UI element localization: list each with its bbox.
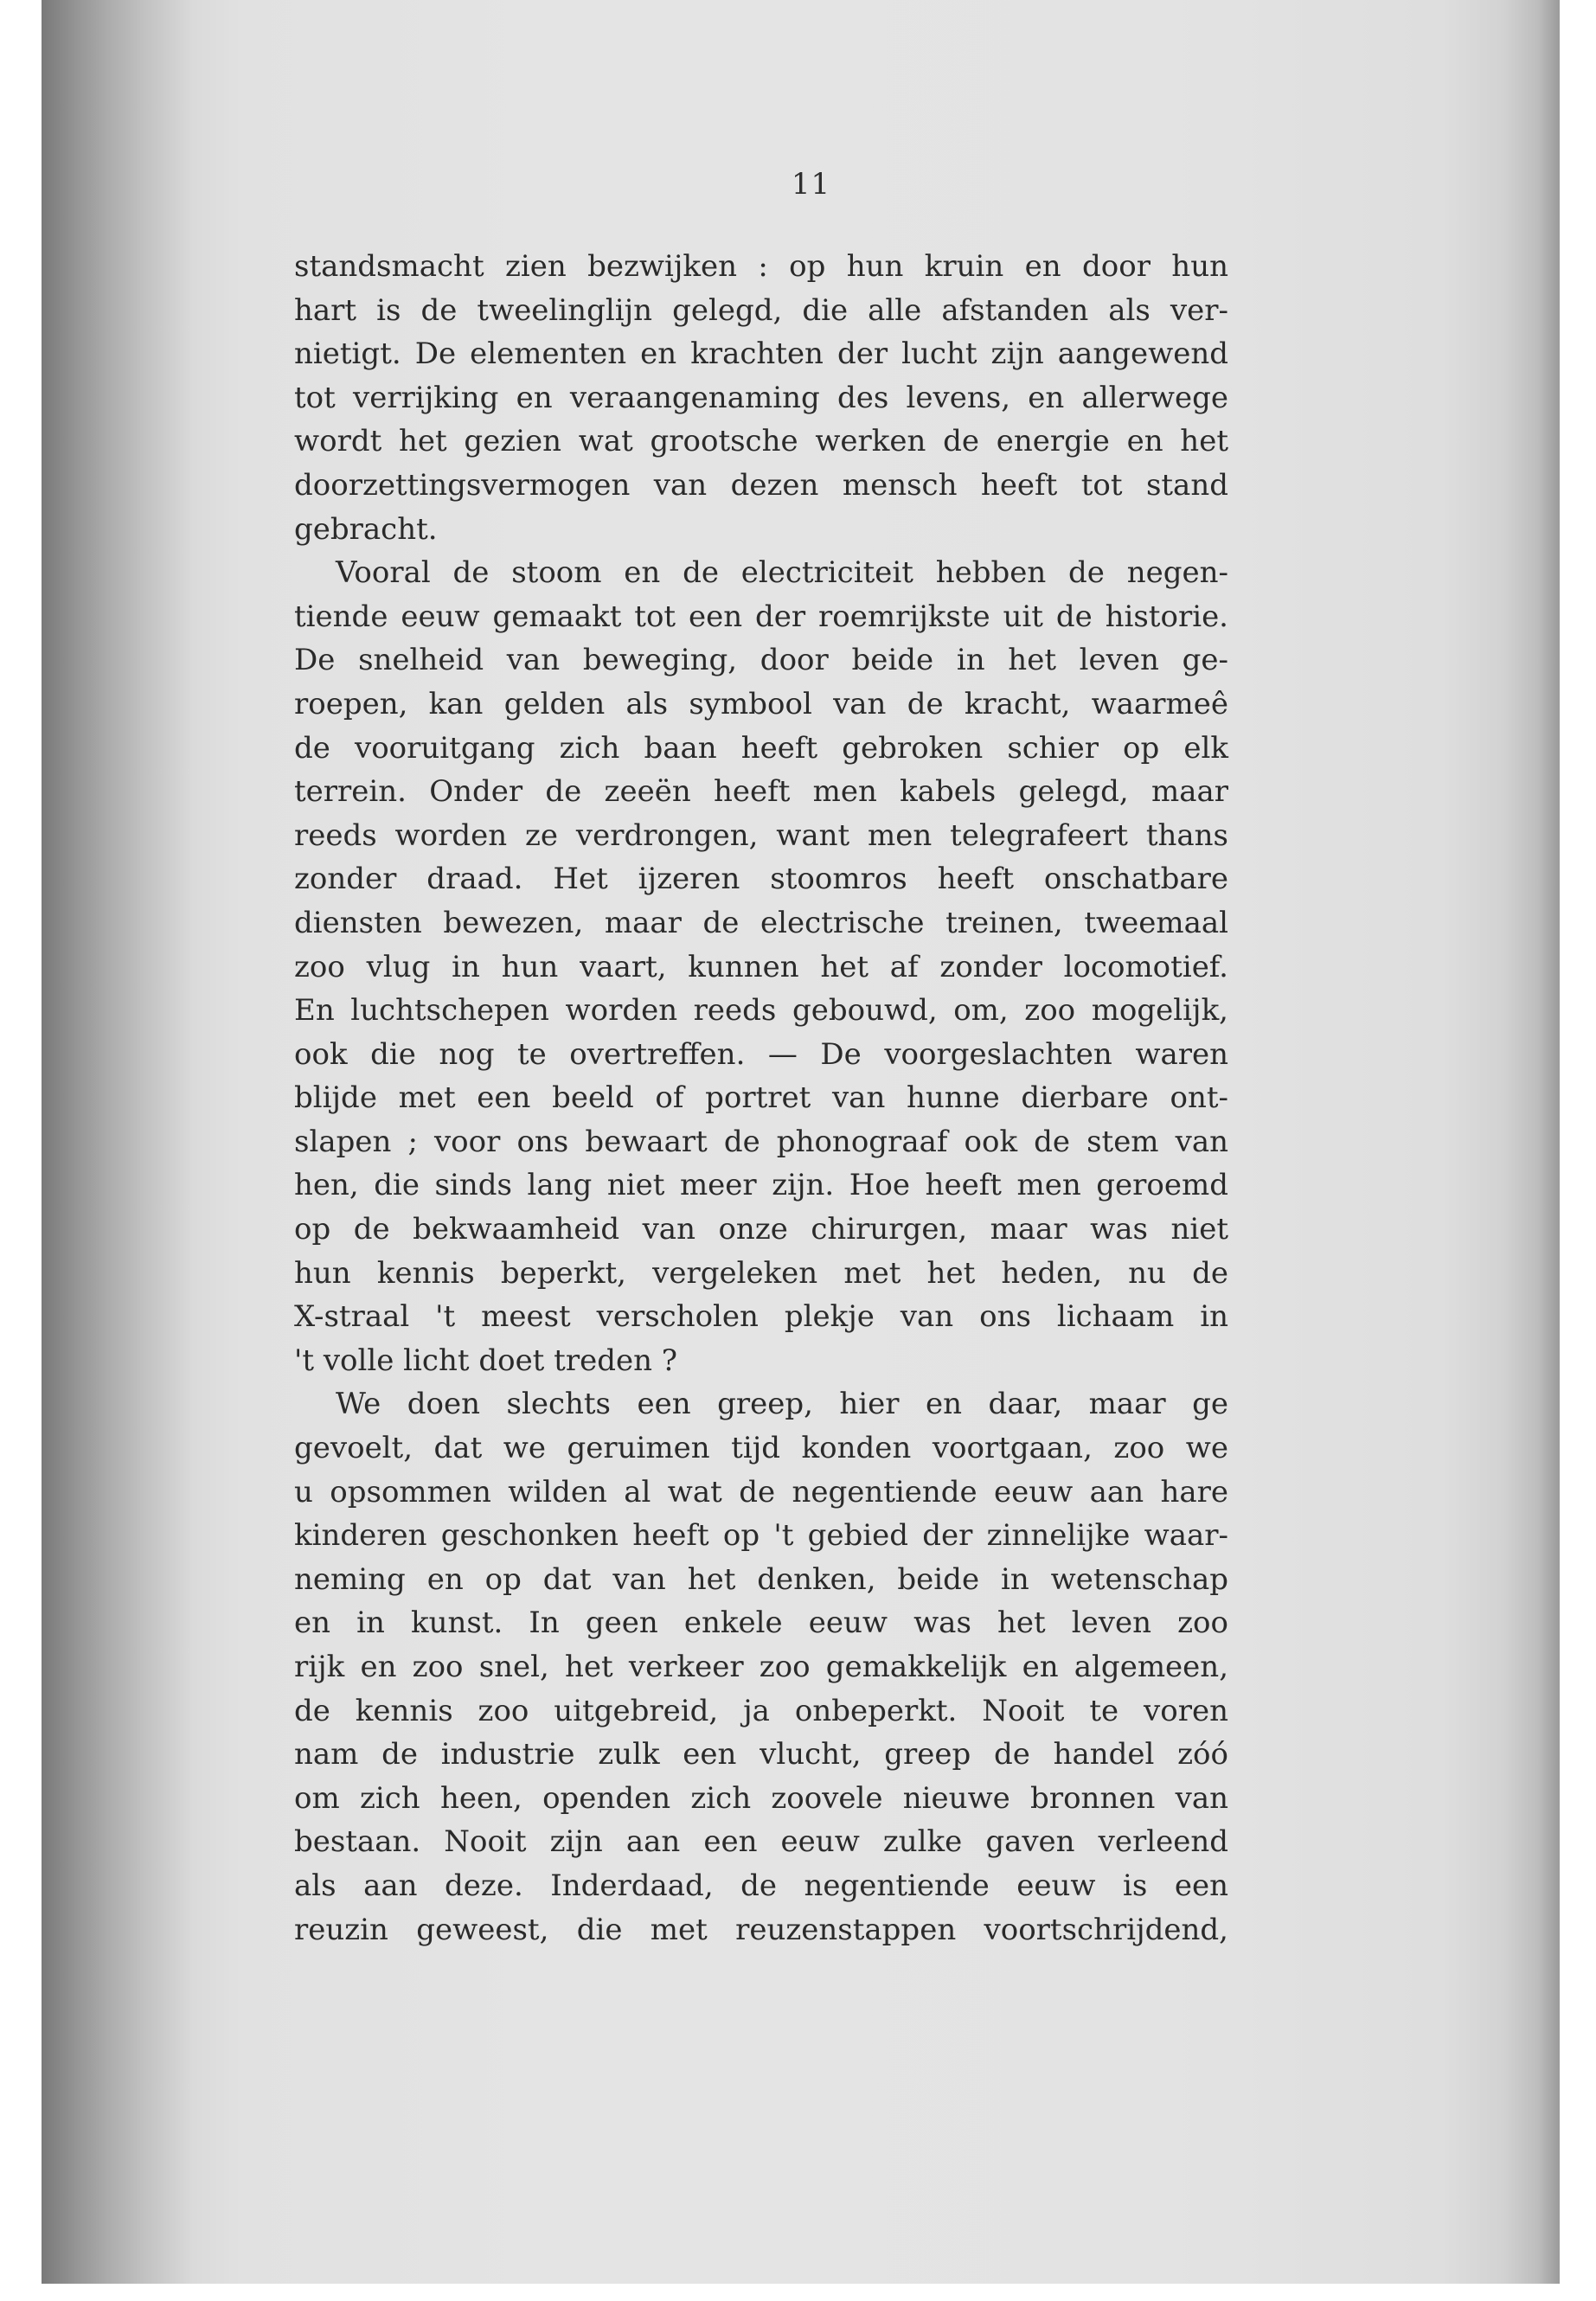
body-text [294, 245, 1228, 1952]
text-line: kinderen geschonken heeft op 't gebied der zinnelijke waar- [294, 1518, 1228, 1554]
text-line: tot verrijking en veraangenaming des levens, en allerwege [294, 380, 1228, 415]
text-line: als aan deze. Inderdaad, de negentiende eeuw is een [294, 1868, 1228, 1903]
text-line: nietigt. De elementen en krachten der lucht zijn aangewend [294, 336, 1228, 372]
text-line: diensten bewezen, maar de electrische treinen, tweemaal [294, 905, 1228, 940]
text-line: zonder draad. Het ijzeren stoomros heeft onschatbare [294, 862, 1228, 897]
text-line: zoo vlug in hun vaart, kunnen het af zonder locomotief. [294, 949, 1228, 984]
text-line: en in kunst. In geen enkele eeuw was het leven zoo [294, 1606, 1228, 1641]
text-line: op de bekwaamheid van onze chirurgen, maar was niet [294, 1212, 1228, 1247]
text-line: En luchtschepen worden reeds gebouwd, om, zoo mogelijk, [294, 993, 1228, 1029]
text-line: 't volle licht doet treden ? [294, 1343, 678, 1378]
text-line: roepen, kan gelden als symbool van de kracht, waarmeê [294, 686, 1228, 721]
text-line: de vooruitgang zich baan heeft gebroken schier op elk [294, 730, 1228, 766]
text-line: hen, die sinds lang niet meer zijn. Hoe heeft men geroemd [294, 1168, 1228, 1203]
text-line: bestaan. Nooit zijn aan een eeuw zulke gaven verleend [294, 1824, 1228, 1860]
text-line: X-straal 't meest verscholen plekje van ons lichaam in [294, 1299, 1228, 1335]
text-line: De snelheid van beweging, door beide in het leven ge- [294, 643, 1228, 678]
text-line: tiende eeuw gemaakt tot een der roemrijkste uit de historie. [294, 599, 1228, 634]
text-line: gebracht. [294, 511, 438, 547]
text-line: wordt het gezien wat grootsche werken de energie en het [294, 424, 1228, 459]
text-line: rijk en zoo snel, het verkeer zoo gemakkelijk en algemeen, [294, 1650, 1228, 1684]
text-line: neming en op dat van het denken, beide in wetenschap [294, 1561, 1228, 1597]
text-line: nam de industrie zulk een vlucht, greep de handel zóó [294, 1737, 1228, 1772]
text-line: reeds worden ze verdrongen, want men telegrafeert thans [294, 817, 1228, 853]
scan-border-left [0, 0, 42, 2301]
text-line: gevoelt, dat we geruimen tijd konden voortgaan, zoo we [294, 1431, 1228, 1466]
paragraph-start-line: We doen slechts een greep, hier en daar, maar ge [336, 1387, 1228, 1422]
text-line: blijde met een beeld of portret van hunne dierbare ont- [294, 1080, 1228, 1116]
text-line: hart is de tweelinglijn gelegd, die alle afstanden als ver- [294, 292, 1228, 328]
text-line: doorzettingsvermogen van dezen mensch heeft tot stand [294, 467, 1228, 503]
text-line: slapen ; voor ons bewaart de phonograaf ook de stem van [294, 1124, 1228, 1159]
text-line: ook die nog te overtreffen. — De voorgeslachten waren [294, 1036, 1228, 1072]
scan-border-bottom [0, 2284, 1596, 2301]
text-line: hun kennis beperkt, vergeleken met het heden, nu de [294, 1255, 1228, 1291]
page-number: 11 [791, 167, 831, 202]
text-line: standsmacht zien bezwijken : op hun kruin en door hun [294, 249, 1228, 284]
text-line: reuzin geweest, die met reuzenstappen voortschrijdend, [294, 1912, 1228, 1947]
binding-shadow [42, 0, 145, 2284]
paragraph-start-line: Vooral de stoom en de electriciteit hebben de negen- [336, 555, 1228, 591]
text-line: u opsommen wilden al wat de negentiende eeuw aan hare [294, 1474, 1228, 1509]
text-line: terrein. Onder de zeeën heeft men kabels gelegd, maar [294, 774, 1228, 810]
text-line: om zich heen, openden zich zoovele nieuwe bronnen van [294, 1780, 1228, 1816]
scan-border-right [1560, 0, 1596, 2301]
text-line: de kennis zoo uitgebreid, ja onbeperkt. Nooit te voren [294, 1693, 1228, 1728]
